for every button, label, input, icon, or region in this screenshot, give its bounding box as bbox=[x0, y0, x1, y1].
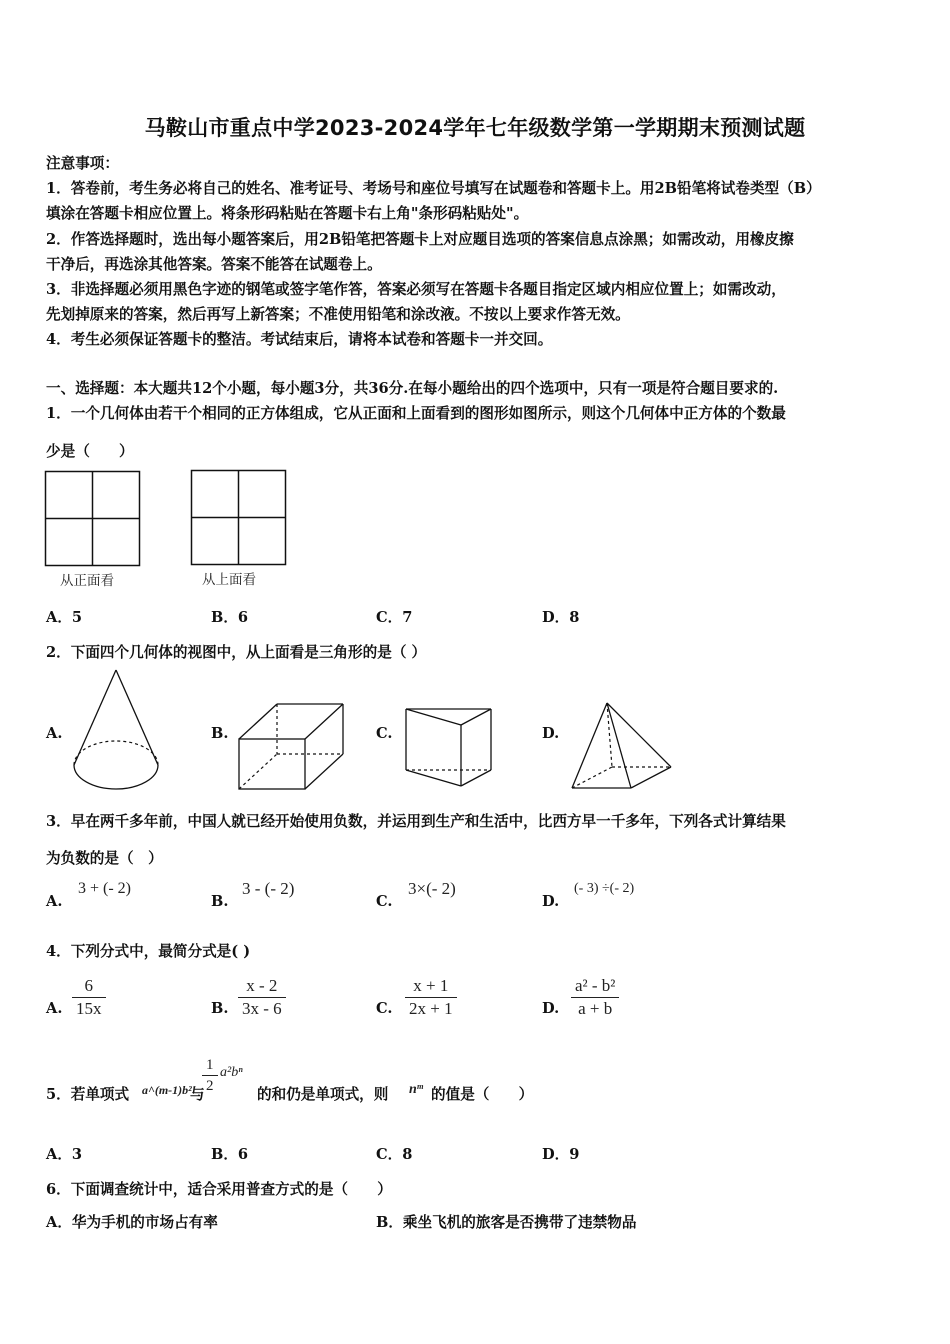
q2-option-d[interactable]: D. bbox=[542, 725, 560, 742]
cone-figure bbox=[70, 668, 162, 792]
q1-option-d[interactable]: D．8 bbox=[542, 609, 580, 626]
q1-top-view-grid bbox=[191, 470, 287, 566]
q3-stem: 为负数的是（ ） bbox=[46, 850, 163, 867]
q3-expr-a: 3 + (- 2) bbox=[78, 880, 132, 897]
q6-stem: 6．下面调查统计中，适合采用普查方式的是（ ） bbox=[46, 1181, 392, 1198]
q3-expr-b: 3 - (- 2) bbox=[242, 879, 295, 898]
q4-fraction-c bbox=[405, 975, 457, 1020]
q3-option-c[interactable]: C. bbox=[376, 893, 393, 910]
denominator: 2x + 1 bbox=[405, 997, 457, 1020]
notice-line: 2．作答选择题时，选出每小题答案后，用2B铅笔把答题卡上对应题目选项的答案信息点涂黑；如需改动，用橡皮擦 bbox=[46, 231, 794, 248]
denominator: 3x - 6 bbox=[238, 997, 286, 1020]
prism-figure bbox=[403, 706, 495, 790]
numerator: x + 1 bbox=[413, 976, 449, 995]
q1-option-b[interactable]: B．6 bbox=[211, 609, 249, 626]
q4-option-b[interactable]: B. bbox=[211, 1000, 229, 1017]
q1-top-caption: 从上面看 bbox=[202, 572, 256, 588]
page-title: 马鞍山市重点中学2023-2024学年七年级数学第一学期期末预测试题 bbox=[144, 116, 806, 140]
numerator: a² - b² bbox=[575, 976, 616, 995]
q1-option-a[interactable]: A．5 bbox=[46, 609, 83, 626]
q4-fraction-d bbox=[571, 975, 619, 1020]
q2-option-a[interactable]: A. bbox=[46, 725, 63, 742]
q3-expr-d: (- 3) ÷(- 2) bbox=[574, 881, 635, 896]
q4-option-a[interactable]: A. bbox=[46, 1000, 63, 1017]
denominator: 15x bbox=[72, 997, 106, 1020]
cube-figure bbox=[237, 702, 347, 792]
notice-line: 干净后，再选涂其他答案。答案不能答在试题卷上。 bbox=[46, 256, 382, 273]
q1-option-c[interactable]: C．7 bbox=[376, 609, 413, 626]
pyramid-figure bbox=[569, 700, 675, 792]
q2-option-b[interactable]: B. bbox=[211, 725, 229, 742]
numerator: x - 2 bbox=[246, 976, 278, 995]
q4-option-d[interactable]: D. bbox=[542, 1000, 560, 1017]
notice-line: 先划掉原来的答案，然后再写上新答案；不准使用铅笔和涂改液。不按以上要求作答无效。 bbox=[46, 306, 630, 323]
notice-line: 4．考生必须保证答题卡的整洁。考试结束后，请将本试卷和答题卡一并交回。 bbox=[46, 331, 553, 348]
q6-option-a[interactable]: A．华为手机的市场占有率 bbox=[46, 1214, 218, 1231]
q2-stem: 2．下面四个几何体的视图中，从上面看是三角形的是（ ） bbox=[46, 644, 427, 661]
q4-stem: 4．下列分式中，最简分式是( ) bbox=[46, 943, 251, 960]
denominator: a + b bbox=[571, 997, 619, 1020]
notice-line: 1．答卷前，考生务必将自己的姓名、准考证号、考场号和座位号填写在试题卷和答题卡上。用2B铅笔将试卷类型（B） bbox=[46, 180, 821, 197]
numerator: 6 bbox=[84, 976, 93, 995]
q5-option-d[interactable]: D．9 bbox=[542, 1146, 580, 1163]
q4-fraction-a bbox=[72, 975, 106, 1020]
q5-fraction bbox=[202, 1055, 218, 1096]
q1-front-caption: 从正面看 bbox=[60, 573, 114, 589]
q5-term1: a^(m-1)b² bbox=[142, 1083, 192, 1097]
q5-option-a[interactable]: A．3 bbox=[46, 1146, 83, 1163]
q3-stem: 3．早在两千多年前，中国人就已经开始使用负数，并运用到生产和生活中，比西方早一千多年，下列各式计算结果 bbox=[46, 813, 786, 830]
q5-stem-mid: 与 bbox=[190, 1086, 205, 1103]
q4-option-c[interactable]: C. bbox=[376, 1000, 393, 1017]
q5-nm: nᵐ bbox=[409, 1082, 424, 1097]
q5-stem-suffix: 的和仍是单项式，则 bbox=[257, 1086, 389, 1103]
q3-option-d[interactable]: D. bbox=[542, 893, 560, 910]
q5-stem-prefix: 5．若单项式 bbox=[46, 1086, 130, 1103]
q5-stem-end: 的值是（ ） bbox=[431, 1086, 534, 1103]
notice-line: 填涂在答题卡相应位置上。将条形码粘贴在答题卡右上角"条形码粘贴处"。 bbox=[46, 205, 529, 222]
q5-option-c[interactable]: C．8 bbox=[376, 1146, 413, 1163]
q3-expr-c: 3×(- 2) bbox=[408, 879, 456, 898]
numerator: 1 bbox=[206, 1057, 214, 1073]
q5-option-b[interactable]: B．6 bbox=[211, 1146, 249, 1163]
q4-fraction-b bbox=[238, 975, 286, 1020]
q1-front-view-grid bbox=[45, 471, 141, 567]
q1-stem: 少是（ ） bbox=[46, 443, 134, 460]
q5-term2: a²bⁿ bbox=[220, 1065, 243, 1080]
q6-option-b[interactable]: B．乘坐飞机的旅客是否携带了违禁物品 bbox=[376, 1214, 637, 1231]
q1-stem: 1．一个几何体由若干个相同的正方体组成，它从正面和上面看到的图形如图所示，则这个几何体中正方体的个数最 bbox=[46, 405, 786, 422]
q2-option-c[interactable]: C. bbox=[376, 725, 393, 742]
notice-line: 3．非选择题必须用黑色字迹的钢笔或签字笔作答，答案必须写在答题卡各题目指定区域内相应位置上；如需改动， bbox=[46, 281, 786, 298]
q3-option-b[interactable]: B. bbox=[211, 893, 229, 910]
q3-option-a[interactable]: A. bbox=[46, 893, 63, 910]
section-heading: 一、选择题：本大题共12个小题，每小题3分，共36分.在每小题给出的四个选项中，只有一项是符合题目要求的. bbox=[46, 380, 779, 397]
notice-heading: 注意事项： bbox=[46, 155, 119, 172]
denominator: 2 bbox=[202, 1075, 218, 1096]
